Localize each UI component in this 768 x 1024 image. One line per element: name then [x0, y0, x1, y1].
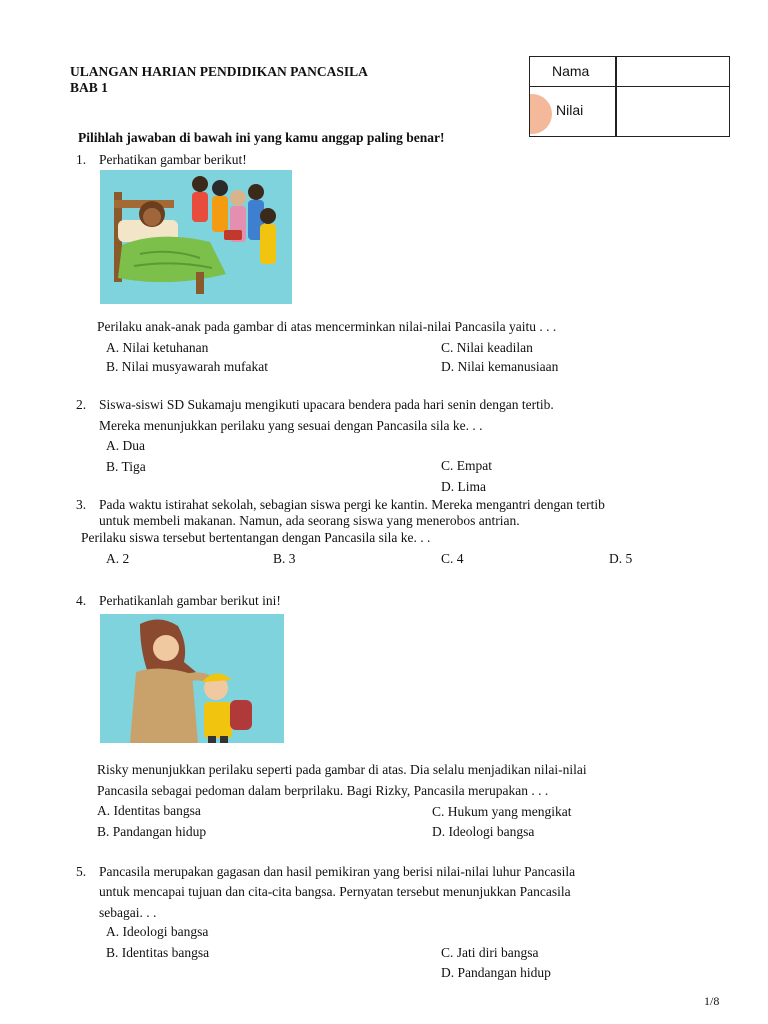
- name-label: Nama: [552, 63, 590, 79]
- question-text: Perilaku siswa tersebut bertentangan dengan Pancasila sila ke. . .: [81, 530, 431, 545]
- option-a[interactable]: A. Dua: [106, 438, 145, 453]
- option-d[interactable]: D. Lima: [441, 479, 486, 494]
- sick-friend-illustration: [100, 170, 292, 304]
- chapter-label: BAB 1: [70, 80, 108, 95]
- name-field[interactable]: [618, 59, 726, 83]
- option-a[interactable]: A. Nilai ketuhanan: [106, 340, 209, 355]
- question-number: 5.: [76, 864, 87, 879]
- option-b[interactable]: B. Tiga: [106, 459, 146, 474]
- worksheet-title: ULANGAN HARIAN PENDIDIKAN PANCASILA: [70, 64, 368, 79]
- option-c[interactable]: C. Empat: [441, 458, 492, 473]
- question-stem: Perilaku anak-anak pada gambar di atas mencerminkan nilai-nilai Pancasila yaitu . . .: [97, 319, 557, 334]
- question-number: 1.: [76, 152, 87, 167]
- question-stem: Risky menunjukkan perilaku seperti pada gambar di atas. Dia selalu menjadikan nilai-nilai: [97, 762, 587, 777]
- question-number: 2.: [76, 397, 87, 412]
- option-a[interactable]: A. Identitas bangsa: [97, 803, 201, 818]
- question-text: sebagai. . .: [99, 905, 157, 920]
- option-d[interactable]: D. Nilai kemanusiaan: [441, 359, 559, 374]
- question-text: untuk mencapai tujuan dan cita-cita bangsa. Pernyatan tersebut menunjukkan Pancasila: [99, 884, 571, 899]
- score-field[interactable]: [618, 89, 726, 133]
- question-text: Pancasila merupakan gagasan dan hasil pemikiran yang berisi nilai-nilai luhur Pancasila: [99, 864, 576, 879]
- option-b[interactable]: B. 3: [273, 551, 296, 566]
- page-number: 1/8: [704, 994, 720, 1008]
- option-b[interactable]: B. Nilai musyawarah mufakat: [106, 359, 268, 374]
- option-c[interactable]: C. Hukum yang mengikat: [432, 804, 572, 819]
- option-d[interactable]: D. Ideologi bangsa: [432, 824, 535, 839]
- option-d[interactable]: D. Pandangan hidup: [441, 965, 551, 980]
- option-c[interactable]: C. 4: [441, 551, 464, 566]
- question-stem: Pancasila sebagai pedoman dalam berprilaku. Bagi Rizky, Pancasila merupakan . . .: [97, 783, 549, 798]
- option-b[interactable]: B. Identitas bangsa: [106, 945, 210, 960]
- identity-table: [529, 56, 730, 137]
- mother-child-illustration: [100, 614, 284, 743]
- question-text: Perhatikan gambar berikut!: [99, 152, 247, 167]
- option-c[interactable]: C. Nilai keadilan: [441, 340, 533, 355]
- option-b[interactable]: B. Pandangan hidup: [97, 824, 207, 839]
- option-a[interactable]: A. 2: [106, 551, 130, 566]
- option-c[interactable]: C. Jati diri bangsa: [441, 945, 539, 960]
- instruction-text: Pilihlah jawaban di bawah ini yang kamu anggap paling benar!: [78, 130, 445, 145]
- question-text: untuk membeli makanan. Namun, ada seorang siswa yang menerobos antrian.: [99, 513, 520, 528]
- question-number: 3.: [76, 497, 87, 512]
- question-text: Siswa-siswi SD Sukamaju mengikuti upacara bendera pada hari senin dengan tertib.: [99, 397, 554, 412]
- option-a[interactable]: A. Ideologi bangsa: [106, 924, 209, 939]
- question-number: 4.: [76, 593, 87, 608]
- question-text: Perhatikanlah gambar berikut ini!: [99, 593, 281, 608]
- question-text: Mereka menunjukkan perilaku yang sesuai dengan Pancasila sila ke. . .: [99, 418, 483, 433]
- score-label: Nilai: [556, 102, 584, 118]
- question-text: Pada waktu istirahat sekolah, sebagian siswa pergi ke kantin. Mereka mengantri dengan tertib: [99, 497, 605, 512]
- option-d[interactable]: D. 5: [609, 551, 633, 566]
